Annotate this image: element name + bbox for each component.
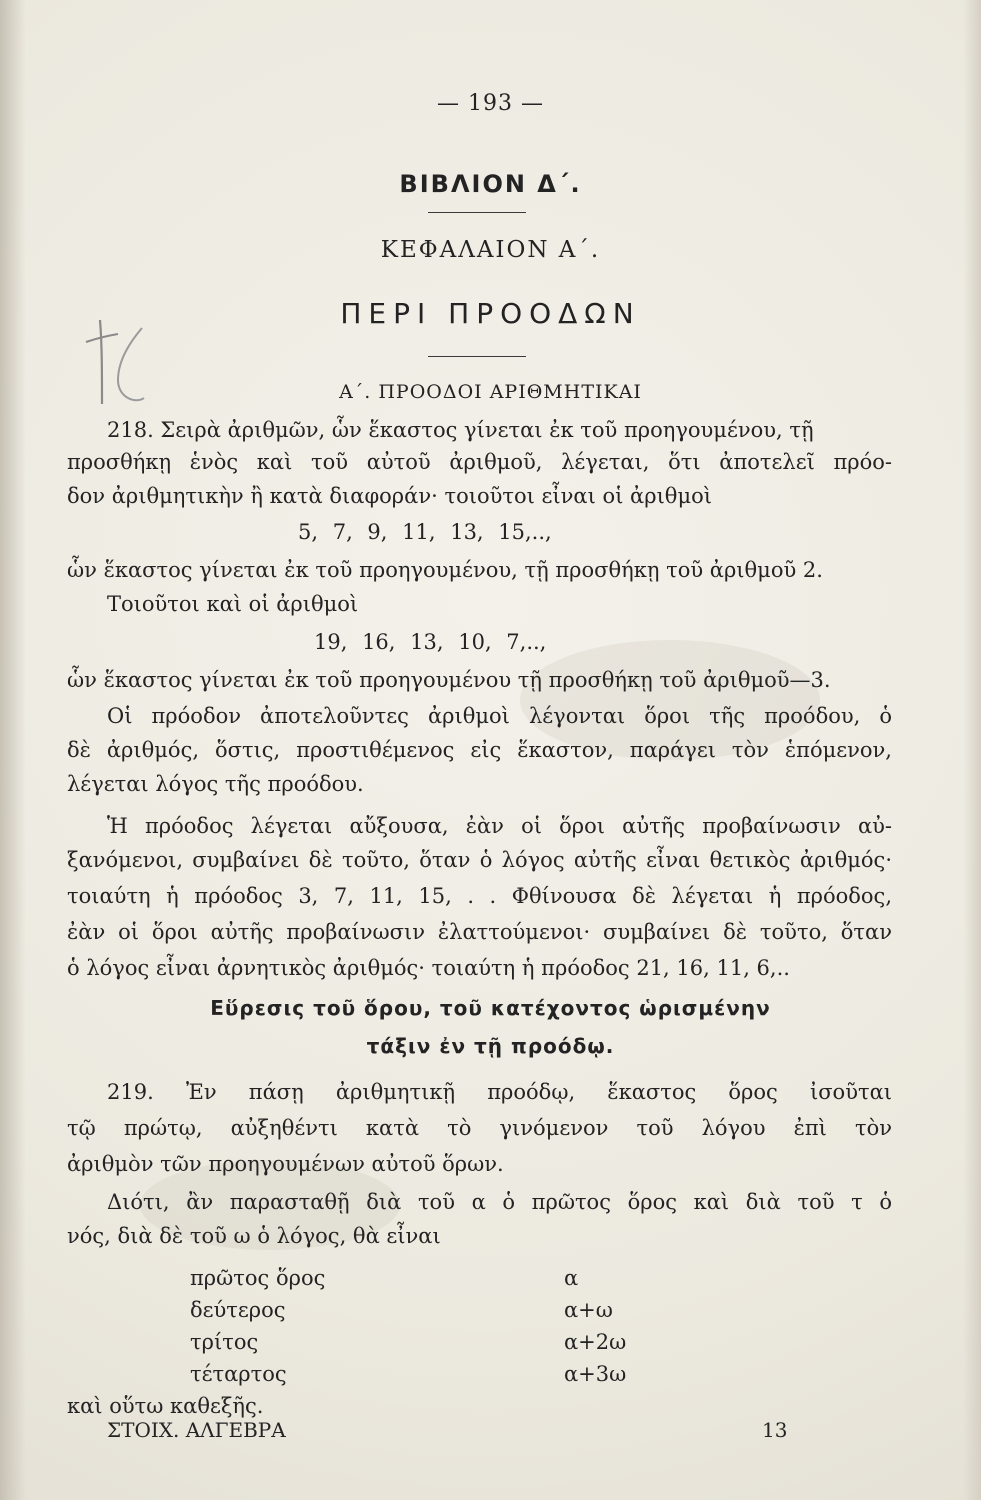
- paragraph-line: ξανόμενοι, συμβαίνει δὲ τοῦτο, ὅταν ὁ λόγος αὐτῆς εἶναι θετικὸς ἀριθμός·: [67, 848, 892, 872]
- chapter-title: ΚΕΦΑΛΑΙΟΝ Α΄.: [380, 237, 601, 263]
- bold-subheading: Εὕρεσις τοῦ ὅρου, τοῦ κατέχοντος ὡρισμένην: [210, 996, 771, 1020]
- section-title: ΠΕΡΙ ΠΡΟΟΔΩΝ: [340, 297, 641, 330]
- page-edge: [963, 0, 981, 1500]
- term-value: α+3ω: [564, 1362, 627, 1386]
- term-value: α+2ω: [564, 1330, 627, 1354]
- term-label: τρίτος: [190, 1330, 259, 1354]
- term-label: δεύτερος: [190, 1298, 286, 1322]
- term-value: α+ω: [564, 1298, 613, 1322]
- term-value: α: [564, 1266, 579, 1290]
- subsection-title: Α΄. ΠΡΟΟΔΟΙ ΑΡΙΘΜΗΤΙΚΑΙ: [339, 381, 642, 403]
- page-number-header: — 193 —: [437, 91, 544, 116]
- paragraph-line: τῷ πρώτῳ, αὐξηθέντι κατὰ τὸ γινόμενον τοῦ λόγου ἐπὶ τὸν: [67, 1116, 892, 1140]
- paragraph-line: Οἱ πρόοδον ἀποτελοῦντες ἀριθμοὶ λέγονται ὅροι τῆς προόδου, ὁ: [107, 704, 892, 728]
- paragraph-line: δὲ ἀριθμός, ὅστις, προστιθέμενος εἰς ἕκαστον, παράγει τὸν ἑπόμενον,: [67, 738, 892, 762]
- footer-left: ΣΤΟΙΧ. ΑΛΓΕΒΡΑ: [107, 1418, 286, 1442]
- paragraph-line: Ἡ πρόοδος λέγεται αὔξουσα, ἐὰν οἱ ὅροι αὐτῆς προβαίνωσιν αὐ-: [107, 814, 892, 838]
- paragraph-line: 219. Ἐν πάσῃ ἀριθμητικῇ προόδῳ, ἕκαστος ὅρος ἰσοῦται: [107, 1080, 892, 1104]
- paragraph-line: ὧν ἕκαστος γίνεται ἐκ τοῦ προηγουμένου, τῇ προσθήκῃ τοῦ ἀριθμοῦ 2.: [67, 558, 823, 582]
- paragraph-line: νός, διὰ δὲ τοῦ ω ὁ λόγος, θὰ εἶναι: [67, 1224, 441, 1248]
- binding-shadow: [0, 0, 26, 1500]
- section-divider: [428, 356, 526, 357]
- paragraph-line: δον ἀριθμητικὴν ἢ κατὰ διαφοράν· τοιοῦτοι εἶναι οἱ ἀριθμοὶ: [67, 484, 712, 508]
- paragraph-line: τοιαύτη ἡ πρόοδος 3, 7, 11, 15, . . Φθίνουσα δὲ λέγεται ἡ πρόοδος,: [67, 884, 892, 908]
- footer-right: 13: [762, 1418, 788, 1442]
- term-label: πρῶτος ὅρος: [190, 1266, 326, 1290]
- paragraph-line: 218. Σειρὰ ἀριθμῶν, ὧν ἕκαστος γίνεται ἐκ τοῦ προηγουμένου, τῇ: [107, 418, 814, 442]
- paragraph-line: ὧν ἕκαστος γίνεται ἐκ τοῦ προηγουμένου τῇ προσθήκῃ τοῦ ἀριθμοῦ—3.: [67, 668, 831, 692]
- paragraph-line: ἀριθμὸν τῶν προηγουμένων αὐτοῦ ὅρων.: [67, 1152, 504, 1176]
- title-divider: [428, 212, 526, 213]
- paragraph-line: προσθήκῃ ἑνὸς καὶ τοῦ αὐτοῦ ἀριθμοῦ, λέγεται, ὅτι ἀποτελεῖ πρόο-: [67, 450, 892, 474]
- bold-subheading: τάξιν ἐν τῇ προόδῳ.: [366, 1034, 615, 1058]
- paragraph-line: ὁ λόγος εἶναι ἀρνητικὸς ἀριθμός· τοιαύτη ἡ πρόοδος 21, 16, 11, 6,..: [67, 956, 790, 980]
- paragraph-line: ἐὰν οἱ ὅροι αὐτῆς προβαίνωσιν ἐλαττούμενοι· συμβαίνει δὲ τοῦτο, ὅταν: [67, 920, 892, 944]
- paragraph-line: Διότι, ἂν παρασταθῇ διὰ τοῦ α ὁ πρῶτος ὅρος καὶ διὰ τοῦ τ ὁ: [107, 1190, 892, 1214]
- term-label: τέταρτος: [190, 1362, 287, 1386]
- sequence-example: 19, 16, 13, 10, 7,..,: [314, 630, 547, 654]
- sequence-example: 5, 7, 9, 11, 13, 15,..,: [298, 520, 552, 544]
- paragraph-line: λέγεται λόγος τῆς προόδου.: [67, 772, 364, 796]
- book-title: ΒΙΒΛΙΟΝ Δ΄.: [399, 170, 582, 198]
- paragraph-line: Τοιοῦτοι καὶ οἱ ἀριθμοὶ: [107, 592, 359, 616]
- closing-line: καὶ οὕτω καθεξῆς.: [67, 1394, 264, 1418]
